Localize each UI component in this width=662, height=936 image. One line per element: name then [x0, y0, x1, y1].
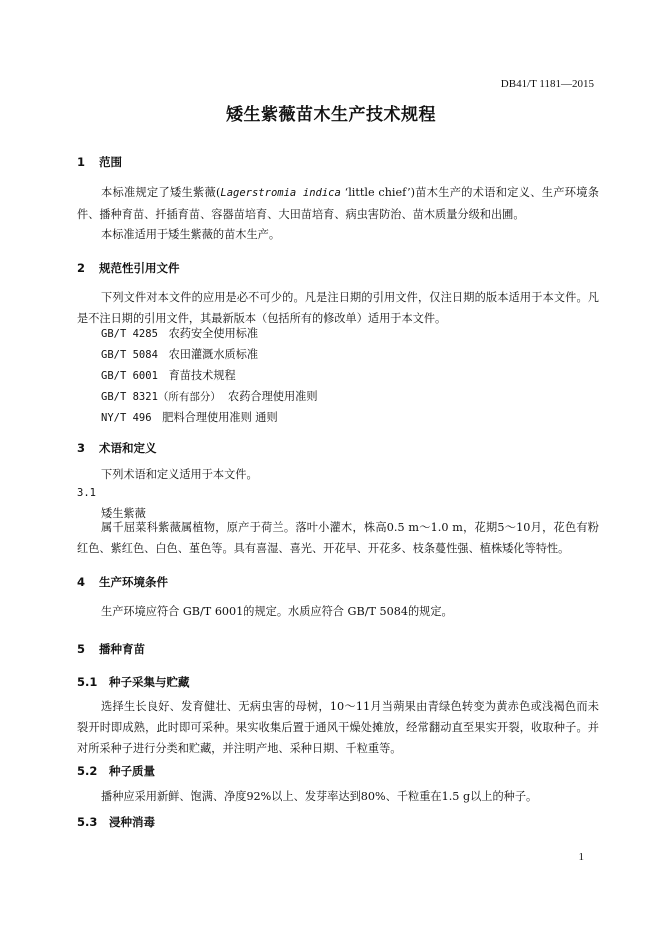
- section-number: 5: [77, 642, 86, 656]
- reference-title: 育苗技术规程: [168, 369, 236, 382]
- reference-title: 肥料合理使用准则 通则: [162, 411, 278, 424]
- reference-code: GB/T 6001: [101, 370, 158, 382]
- section-3-heading: [77, 440, 157, 456]
- reference-item: [101, 409, 278, 425]
- reference-code: GB/T 8321（所有部分）: [101, 391, 221, 403]
- reference-item: [101, 367, 236, 383]
- subsection-title: 种子采集与贮藏: [109, 675, 190, 689]
- reference-code: NY/T 496: [101, 412, 152, 424]
- subsection-5-3-heading: [77, 814, 155, 830]
- paragraph-text: 本标准规定了矮生紫薇(: [101, 186, 221, 199]
- section-3-paragraph-1: 下列术语和定义适用于本文件。: [101, 468, 258, 481]
- reference-title: 农药安全使用标准: [168, 327, 259, 340]
- subsection-title: 浸种消毒: [109, 815, 155, 829]
- section-number: 4: [77, 575, 86, 589]
- reference-code: GB/T 4285: [101, 328, 158, 340]
- section-number: 2: [77, 261, 86, 275]
- section-2-heading: [77, 260, 180, 276]
- section-number: 3: [77, 441, 86, 455]
- document-code: DB41/T 1181—2015: [500, 78, 594, 90]
- subsection-number: 5.2: [77, 764, 98, 778]
- term-definition: 属千屈菜科紫薇属植物，原产于荷兰。落叶小灌木，株高0.5 m～1.0 m，花期5～10月，花色有粉红色、紫红色、白色、堇色等。具有喜湿、喜光、开花早、开花多、枝条蔓性强、植株矮化等特性。: [77, 521, 599, 555]
- subsection-5-2-paragraph: 播种应采用新鲜、饱满、净度92%以上、发芽率达到80%、千粒重在1.5 g以上的种子。: [101, 790, 538, 803]
- section-2-paragraph-1: 下列文件对本文件的应用是必不可少的。凡是注日期的引用文件，仅注日期的版本适用于本文件。凡是不注日期的引用文件，其最新版本（包括所有的修改单）适用于本文件。: [77, 291, 599, 325]
- latin-name: Lagerstromia indica: [220, 187, 341, 199]
- reference-item: [101, 325, 258, 341]
- reference-title: 农药合理使用准则: [228, 390, 318, 403]
- paragraph-text: ‘little chief’)苗木生产的术语和定义、生产环境条件、播种育苗、扦插育苗、容器苗培育、大田苗培育、病虫害防治、苗木质量分级和出圃。: [77, 186, 599, 221]
- section-1-paragraph-2: 本标准适用于矮生紫薇的苗木生产。: [101, 228, 281, 241]
- section-title: 生产环境条件: [99, 575, 168, 589]
- reference-code: GB/T 5084: [101, 349, 158, 361]
- section-1-heading: [77, 154, 122, 170]
- section-title: 播种育苗: [99, 642, 145, 656]
- subsection-number: 5.3: [77, 815, 98, 829]
- subsection-number: 5.1: [77, 675, 98, 689]
- section-number: 1: [77, 155, 86, 169]
- subsection-title: 种子质量: [109, 764, 155, 778]
- reference-item: [101, 388, 318, 404]
- term-name: 矮生紫薇: [101, 507, 146, 520]
- section-title: 术语和定义: [99, 441, 157, 455]
- section-4-heading: [77, 574, 168, 590]
- subsection-5-1-paragraph: 选择生长良好、发育健壮、无病虫害的母树，10～11月当蒴果由青绿色转变为黄赤色或浅褐色而未裂开时即成熟，此时即可采种。果实收集后置于通风干燥处摊放，经常翻动直至果实开裂，收取种子。并对所采种子进行分类和贮藏，并注明产地、采种日期、千粒重等。: [77, 700, 599, 755]
- section-title: 范围: [99, 155, 122, 169]
- subsection-number: 3.1: [77, 487, 96, 499]
- subsection-5-1-heading: [77, 674, 190, 690]
- section-4-paragraph-1: 生产环境应符合 GB/T 6001的规定。水质应符合 GB/T 5084的规定。: [101, 605, 453, 618]
- page-title: 矮生紫薇苗木生产技术规程: [226, 105, 436, 125]
- reference-item: [101, 346, 258, 362]
- reference-title: 农田灌溉水质标准: [168, 348, 259, 361]
- page-number: 1: [578, 851, 584, 863]
- section-1-paragraph-1: [77, 182, 599, 225]
- section-5-heading: [77, 641, 145, 657]
- section-title: 规范性引用文件: [99, 261, 180, 275]
- subsection-5-2-heading: [77, 763, 155, 779]
